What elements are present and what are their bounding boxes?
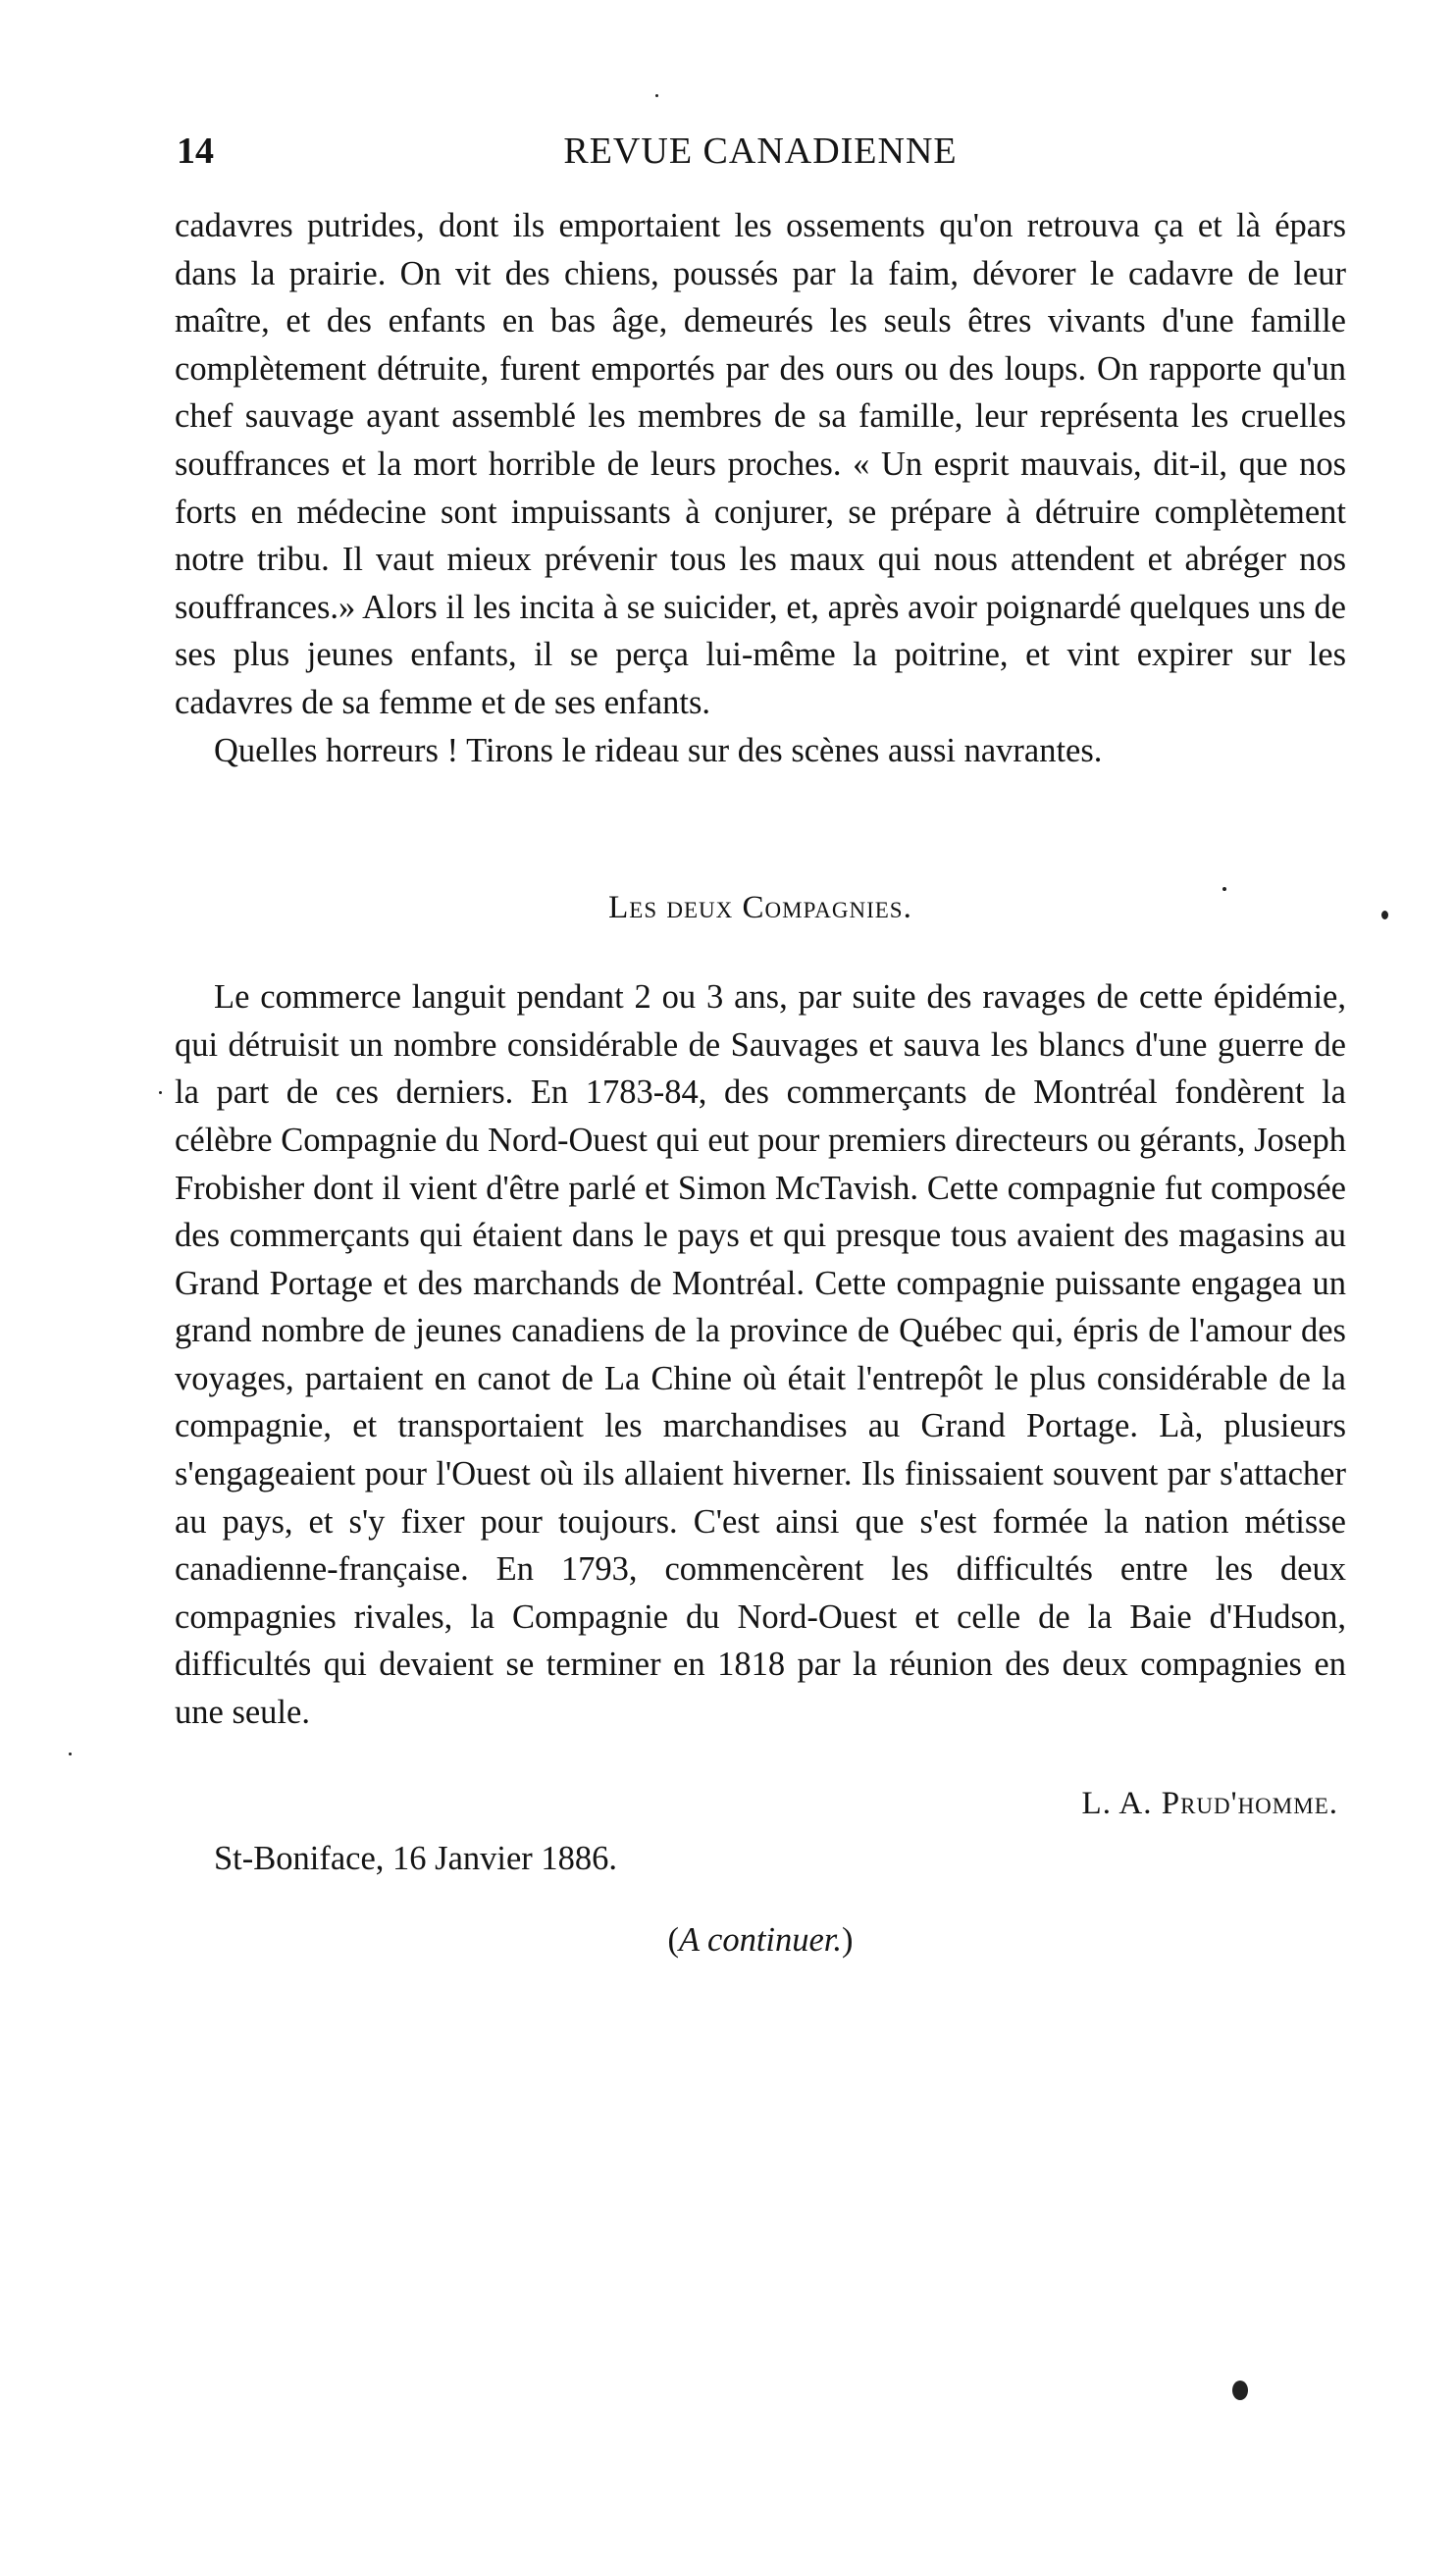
scan-speck xyxy=(1381,911,1388,919)
author-signature: L. A. Prud'homme. xyxy=(1081,1785,1338,1821)
page-number: 14 xyxy=(177,131,214,172)
continuation-paren-open: ( xyxy=(667,1920,679,1959)
dateline: St-Boniface, 16 Janvier 1886. xyxy=(214,1839,618,1877)
body-paragraph: cadavres putrides, dont ils emportaient les ossements qu'on retrouva ça et là épars dans la prairie. On vit des chiens, poussés par la faim, dévorer le cadavre de leur maître, et des enfants en bas âge, demeurés les seuls êtres vivants d'une famille complètement détruite, furent emportés par des ours ou des loups. On rapporte qu'un chef sauvage ayant assemblé les membres de sa famille, leur représenta les cruelles souffrances et la mort horrible de leurs proches. « Un esprit mauvais, dit-il, que nos forts en médecine sont impuissants à conjurer, se prépare à détruire complètement notre tribu. Il vaut mieux prévenir tous les maux qui nous attendent et abréger nos souffrances.» Alors il les incita à se suicider, et, après avoir poignardé quelques uns de ses plus jeunes enfants, il se perça lui-même la poitrine, et vint expirer sur les cadavres de sa femme et de ses enfants. xyxy=(175,207,1346,721)
continuation-text: A continuer. xyxy=(678,1920,843,1959)
page-header xyxy=(175,126,1346,184)
scan-speck xyxy=(655,94,658,97)
scan-speck xyxy=(1232,2381,1248,2400)
body-paragraph: Le commerce languit pendant 2 ou 3 ans, par suite des ravages de cette épidémie, qui détruisit un nombre considérable de Sauvages et sauva les blancs d'une guerre de la part de ces derniers. En 1783-84, des commerçants de Montréal fondèrent la célèbre Compagnie du Nord-Ouest qui eut pour premiers directeurs ou gérants, Joseph Frobisher dont il vient d'être parlé et Simon McTavish. Cette compagnie fut composée des commerçants qui étaient dans le pays et qui presque tous avaient des magasins au Grand Portage et des marchands de Montréal. Cette compagnie puissante engagea un grand nombre de jeunes canadiens de la province de Québec qui, épris de l'amour des voyages, partaient en canot de La Chine où était l'entrepôt le plus considérable de la compagnie, et transportaient les marchandises au Grand Portage. Là, plusieurs s'engageaient pour l'Ouest où ils allaient hiverner. Ils finissaient souvent par s'attacher au pays, et s'y fixer pour toujours. C'est ainsi que s'est formée la nation métisse canadienne-française. En 1793, commencèrent les difficultés entre les deux compagnies rivales, la Compagnie du Nord-Ouest et celle de la Baie d'Hudson, difficultés qui devaient se terminer en 1818 par la réunion des deux compagnies en une seule. xyxy=(175,978,1346,1732)
section-heading: Les deux Compagnies. xyxy=(608,890,912,926)
continuation-note xyxy=(175,1921,1346,1960)
scan-speck xyxy=(1222,887,1226,891)
running-title: REVUE CANADIENNE xyxy=(563,131,958,172)
body-paragraph: Quelles horreurs ! Tirons le rideau sur des scènes aussi navrantes. xyxy=(214,731,1103,769)
scan-speck xyxy=(159,1091,162,1094)
scan-speck xyxy=(69,1753,72,1755)
page xyxy=(175,126,1346,1960)
continuation-paren-close: ) xyxy=(842,1920,854,1959)
